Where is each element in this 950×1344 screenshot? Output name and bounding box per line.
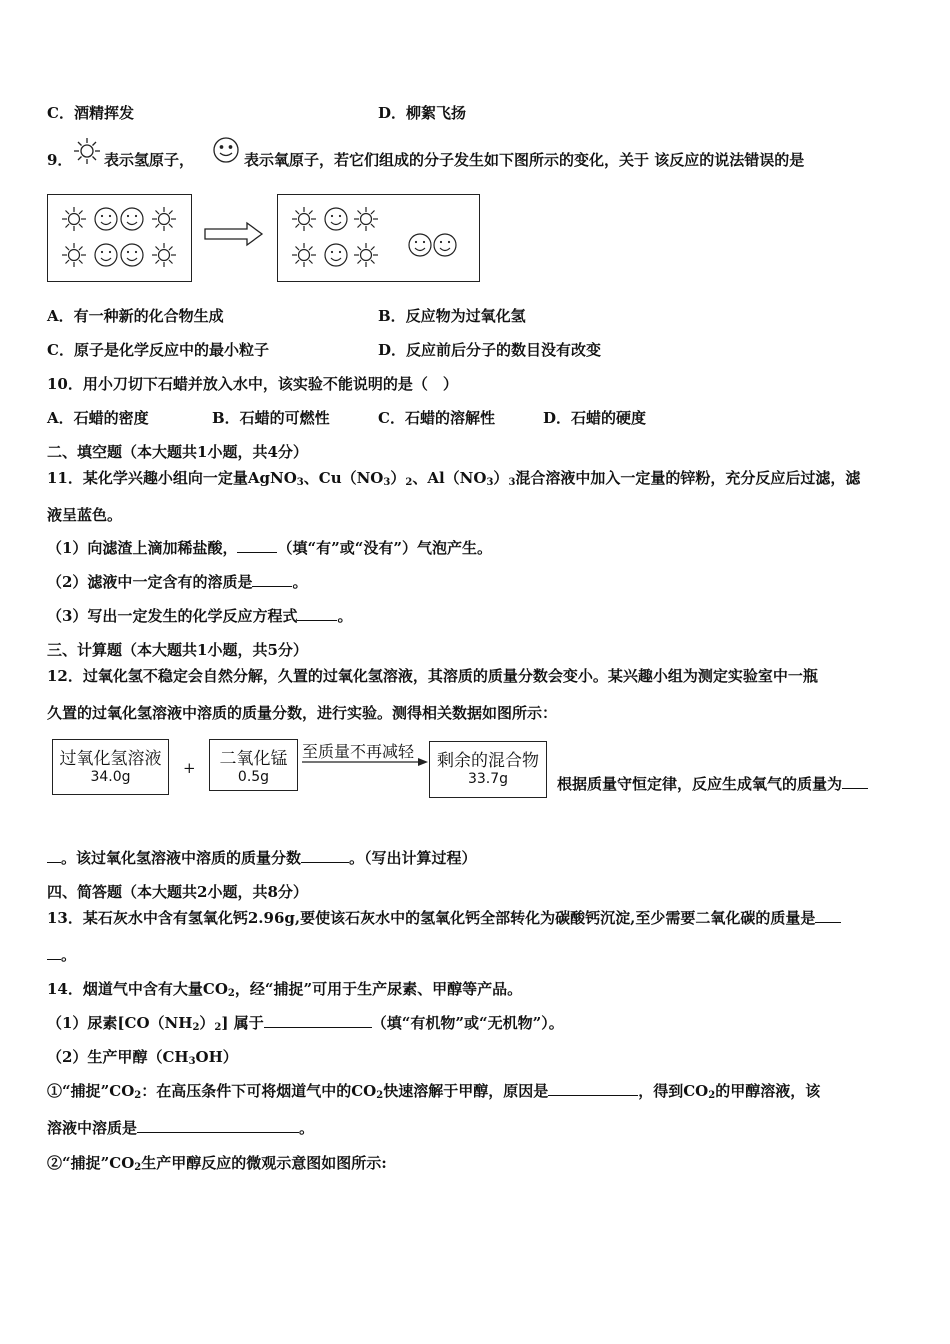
q13-blank-cont[interactable] bbox=[47, 945, 61, 960]
q13-blank[interactable] bbox=[815, 908, 841, 923]
mno2-box bbox=[209, 739, 298, 791]
mno2-mass: 0.5g bbox=[237, 769, 270, 785]
remaining-mixture-box bbox=[429, 741, 547, 798]
reaction-arrow-icon bbox=[203, 220, 265, 248]
q11-part1: （1）向滤渣上滴加稀盐酸， （填“有”或“没有”）气泡产生。 bbox=[47, 539, 492, 557]
reactant-box bbox=[47, 194, 192, 282]
q11-blank-1[interactable] bbox=[237, 538, 277, 553]
q13-line2: 。 bbox=[47, 944, 76, 965]
q14-blank-2[interactable] bbox=[548, 1081, 638, 1096]
section-3-heading: 三、计算题（本大题共1小题，共5分） bbox=[47, 641, 308, 659]
q9-number: 9． bbox=[47, 151, 73, 169]
water-oxygen-molecules-icon bbox=[278, 195, 479, 281]
remaining-label: 剩余的混合物 bbox=[437, 751, 539, 771]
q11-part3: （3）写出一定发生的化学反应方程式 。 bbox=[47, 607, 353, 625]
product-box bbox=[277, 194, 480, 282]
q10-option-b: B．石蜡的可燃性 bbox=[212, 409, 330, 427]
h2o2-label: 过氧化氢溶液 bbox=[59, 749, 162, 769]
hydrogen-peroxide-molecules-icon bbox=[48, 195, 191, 281]
mno2-label: 二氧化锰 bbox=[219, 749, 288, 769]
q10-option-c: C．石蜡的溶解性 bbox=[378, 409, 495, 427]
q11-part2: （2）滤液中一定含有的溶质是 。 bbox=[47, 573, 308, 591]
q14-stem: 14．烟道气中含有大量$CO_2$，经“捕捉”可用于生产尿素、甲醇等产品。 bbox=[47, 980, 523, 999]
hydrogen-atom-icon bbox=[72, 136, 102, 166]
q10-stem: 10．用小刀切下石蜡并放入水中，该实验不能说明的是（ ） bbox=[47, 375, 458, 393]
q14-capture-1: ①“捕捉$”CO_2$：在高压条件下可将烟道气中的$CO_2$快速溶解于甲醇，原因是 ，得到$CO_2$的甲醇溶液，该 bbox=[47, 1082, 821, 1101]
q8-option-c: C．酒精挥发 bbox=[47, 104, 134, 122]
q9-hydrogen-text: 表示氢原子， bbox=[104, 151, 195, 169]
q12-line1: 12．过氧化氢不稳定会自然分解，久置的过氧化氢溶液，其溶质的质量分数会变小。某兴趣小组为测定实验室中一瓶 bbox=[47, 667, 818, 685]
q8-option-d: D．柳絮飞扬 bbox=[378, 104, 467, 122]
q11-blank-3[interactable] bbox=[297, 606, 337, 621]
q12-line3: 。该过氧化氢溶液中溶质的质量分数 。（写出计算过程） bbox=[47, 847, 477, 868]
q10-option-d: D．石蜡的硬度 bbox=[543, 409, 647, 427]
q12-blank-1-cont[interactable] bbox=[47, 848, 61, 863]
q12-arrow-icon bbox=[300, 756, 430, 768]
q9-option-a: A．有一种新的化合物生成 bbox=[47, 307, 224, 325]
q14-capture-2: ②“捕捉$”CO_2$生产甲醇反应的微观示意图如图所示: bbox=[47, 1154, 387, 1173]
q13-line1: 13．某石灰水中含有氢氧化钙2.96g,要使该石灰水中的氢氧化钙全部转化为碳酸钙沉淀,至少需要二氧化碳的质量是 bbox=[47, 907, 841, 928]
plus-sign: + bbox=[183, 759, 196, 777]
q14-part1: （1）尿素$[CO(NH_2)_2]$ 属于 （填“有机物”或“无机物”）。 bbox=[47, 1014, 564, 1033]
q10-option-a: A．石蜡的密度 bbox=[47, 409, 149, 427]
h2o2-solution-box bbox=[52, 739, 169, 795]
section-2-heading: 二、填空题（本大题共1小题，共4分） bbox=[47, 443, 308, 461]
q12-blank-1[interactable] bbox=[842, 774, 868, 789]
q12-after-figure: 根据质量守恒定律，反应生成氧气的质量为 bbox=[557, 773, 868, 794]
q11-stem-line2: 液呈蓝色。 bbox=[47, 506, 123, 524]
oxygen-atom-icon bbox=[210, 136, 242, 164]
q14-blank-1[interactable] bbox=[264, 1013, 372, 1028]
reaction-condition: 至质量不再减轻 bbox=[302, 742, 415, 761]
section-4-heading: 四、简答题（本大题共2小题，共8分） bbox=[47, 883, 308, 901]
q9-option-b: B．反应物为过氧化氢 bbox=[378, 307, 526, 325]
remaining-mass: 33.7g bbox=[467, 771, 509, 787]
q9-option-d: D．反应前后分子的数目没有改变 bbox=[378, 341, 602, 359]
q12-line2: 久置的过氧化氢溶液中溶质的质量分数，进行实验。测得相关数据如图所示： bbox=[47, 704, 558, 722]
h2o2-mass: 34.0g bbox=[90, 769, 131, 785]
q11-stem: 11．某化学兴趣小组向一定量AgNO$_3$、$Cu(NO_3)_2$、$Al(NO_3)_3$混合溶液中加入一定量的锌粉，充分反应后过滤，滤 bbox=[47, 469, 861, 488]
q9-oxygen-text: 表示氧原子，若它们组成的分子发生如下图所示的变化，关于 该反应的说法错误的是 bbox=[244, 151, 805, 169]
q14-capture-1-line2: 溶液中溶质是 。 bbox=[47, 1119, 315, 1137]
q12-blank-2[interactable] bbox=[301, 848, 349, 863]
q11-blank-2[interactable] bbox=[252, 572, 292, 587]
q14-part2: （2）生产甲醇$(CH_3OH)$ bbox=[47, 1048, 238, 1067]
q14-blank-3[interactable] bbox=[137, 1118, 299, 1133]
q9-option-c: C．原子是化学反应中的最小粒子 bbox=[47, 341, 269, 359]
